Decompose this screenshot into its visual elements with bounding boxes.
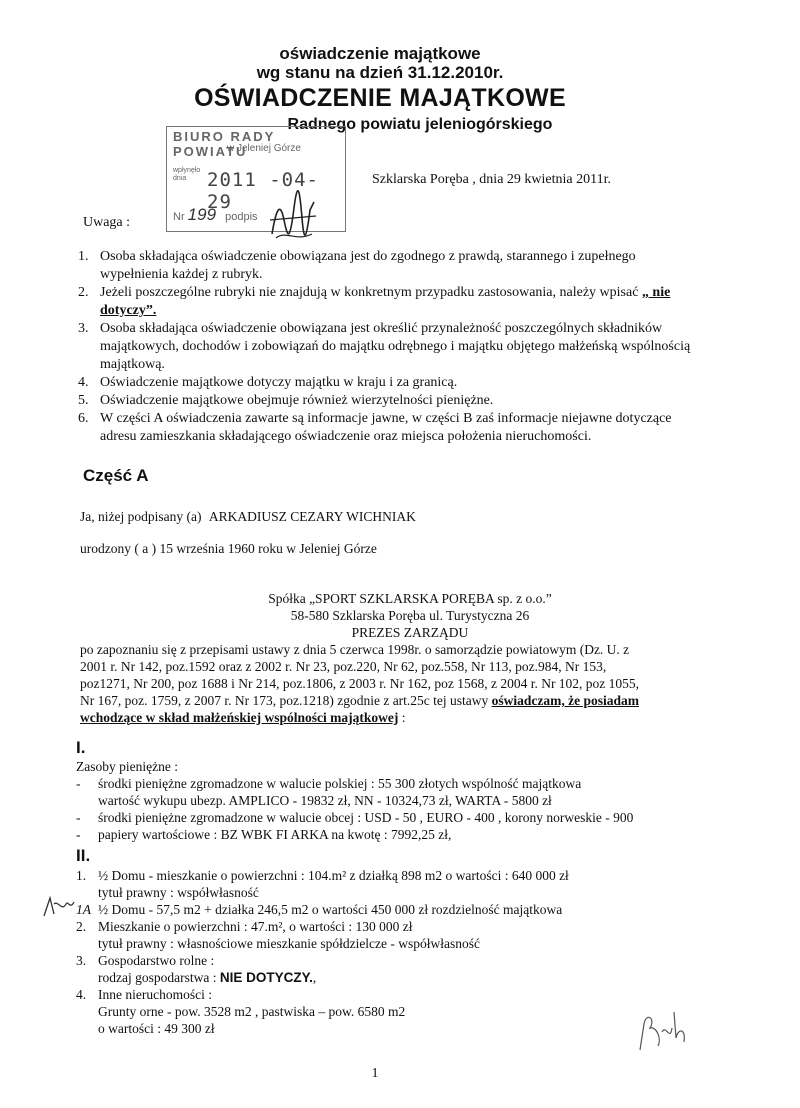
cash-foreign: - środki pieniężne zgromadzone w walucie obcej : USD - 50 , EURO - 400 , korony norweskie - 900 (76, 810, 634, 825)
declarant-birth: urodzony ( a ) 15 września 1960 roku w Jeleniej Górze (80, 541, 377, 556)
property-title: tytuł prawny : współwłasność (98, 885, 259, 900)
part-a-heading: Część A (83, 466, 149, 485)
rules-list (78, 248, 698, 446)
rule-item (78, 410, 698, 446)
legal-line: po zapoznaniu się z przepisami ustawy z dnia 5 czerwca 1998r. o samorządzie powiatowym (Dz. U. z (80, 642, 630, 657)
stamp-date: 2011 -04- 29 (207, 169, 319, 213)
employer-address: 58-580 Szklarska Poręba ul. Turystyczna 26 (290, 608, 530, 623)
property-text: Gospodarstwo rolne : (98, 953, 215, 968)
rule-emphasis: „ nie dotyczy”. (100, 285, 671, 318)
place-date: Szklarska Poręba , dnia 29 kwietnia 2011r. (372, 172, 611, 187)
rule-text: Jeżeli poszczególne rubryki nie znajdują w konkretnym przypadku zastosowania, należy wpisać (100, 285, 639, 300)
stamp-nr-value: 199 (187, 205, 217, 224)
rule-item (78, 374, 698, 392)
rule-text: Oświadczenie majątkowe dotyczy majątku w kraju i za granicą. (100, 375, 458, 390)
stamp-city: w Jeleniej Górze (227, 143, 301, 154)
farm-type-value: NIE DOTYCZY. (219, 970, 313, 985)
header-line1: oświadczenie majątkowe (279, 44, 481, 63)
farm-type-end: , (312, 970, 317, 985)
property-text: Mieszkanie o powierzchni : 47.m², o wartości : 130 000 zł (98, 919, 413, 934)
legal-line: poz1271, Nr 200, poz 1688 i Nr 214, poz.1806, z 2003 r. Nr 162, poz 1568, z 2004 r. Nr 102, poz 1055, (80, 676, 640, 691)
property-number: 1. (76, 868, 87, 883)
declarant-line (80, 509, 416, 525)
rule-item (78, 248, 698, 284)
rule-item (78, 320, 698, 374)
property-text: ½ Domu - mieszkanie o powierzchni : 104.m² z działką 898 m2 o wartości : 640 000 zł (98, 868, 569, 883)
property-number: 1A (76, 902, 91, 917)
cash-pln: - środki pieniężne zgromadzone w walucie polskiej : 55 300 złotych wspólność majątkowa (76, 776, 582, 791)
farm-type (76, 969, 736, 986)
property-number: 2. (76, 919, 87, 934)
legal-paragraph (80, 641, 720, 726)
legal-declaration: oświadczam, że posiadam (491, 693, 640, 708)
legal-text: Nr 167, poz. 1759, z 2007 r. Nr 173, poz.1218) zgodnie z art.25c tej ustawy (80, 693, 489, 708)
property-item (76, 901, 736, 918)
property-item (76, 952, 736, 969)
handwritten-initials-left (40, 892, 80, 922)
property-item (76, 867, 736, 884)
property-item (76, 918, 736, 935)
rule-number: 2. (78, 285, 89, 300)
legal-line (80, 692, 720, 709)
rule-text: Oświadczenie majątkowe obejmuje również wierzytelności pieniężne. (100, 393, 494, 408)
stamp-nr-label: Nr (173, 211, 185, 223)
stamp-number-row (173, 205, 258, 225)
property-text: Inne nieruchomości : (98, 987, 212, 1002)
rule-text: Osoba składająca oświadczenie obowiązana jest do zgodnego z prawdą, starannego i zupełnego wypełnienia każdej z rubryk. (100, 249, 636, 282)
document-title: OŚWIADCZENIE MAJĄTKOWE (194, 84, 566, 112)
rule-text-wrap (100, 284, 698, 320)
rule-number: 6. (78, 411, 89, 426)
section-2-numeral: II. (76, 846, 91, 865)
employer-block (200, 590, 620, 641)
securities: - papiery wartościowe : BZ WBK FI ARKA na kwotę : 7992,25 zł, (76, 827, 452, 842)
rule-text: W części A oświadczenia zawarte są informacje jawne, w części B zaś informacje niejawne dotyczące adresu zamieszkania składającego oświadczenie oraz miejsca położenia nieruchomości. (100, 411, 672, 444)
rule-text: Osoba składająca oświadczenie obowiązana jest określić przynależność poszczególnych składników majątkowych, dochodów i zobowiązań do majątku odrębnego i majątku objętego małżeńską wspólnością majątkową. (100, 321, 691, 372)
rule-item (78, 392, 698, 410)
stamp-office: BIURO RADY POWIATU (173, 129, 276, 159)
declarant-name: ARKADIUSZ CEZARY WICHNIAK (208, 509, 416, 524)
farm-type-label: rodzaj gospodarstwa : (98, 970, 217, 985)
section-1-label: Zasoby pieniężne : (76, 759, 178, 774)
legal-declaration-cont: wchodzące w skład małżeńskiej wspólności majątkowej (80, 710, 399, 725)
rule-number: 4. (78, 375, 89, 390)
legal-line (80, 709, 720, 726)
page-number: 1 (371, 1066, 379, 1081)
stamp-sign-label: podpis (225, 211, 258, 223)
rule-number: 3. (78, 321, 89, 336)
header-line2: wg stanu na dzień 31.12.2010r. (256, 63, 504, 82)
property-number: 3. (76, 953, 87, 968)
rule-number: 5. (78, 393, 89, 408)
declarant-prefix: Ja, niżej podpisany (a) (80, 509, 202, 524)
employer-position: PREZES ZARZĄDU (351, 625, 469, 640)
land-value: o wartości : 49 300 zł (98, 1021, 215, 1036)
cash-pln-text: środki pieniężne zgromadzone w walucie polskiej : 55 300 złotych wspólność majątkowa (98, 776, 582, 791)
property-number: 4. (76, 987, 87, 1002)
section-1 (76, 758, 736, 843)
securities-text: papiery wartościowe : BZ WBK FI ARKA na kwotę : 7992,25 zł, (98, 827, 452, 842)
uwaga-label: Uwaga : (83, 215, 131, 230)
cash-foreign-text: środki pieniężne zgromadzone w walucie obcej : USD - 50 , EURO - 400 , korony norweskie - 900 (98, 810, 634, 825)
legal-line: 2001 r. Nr 142, poz.1592 oraz z 2002 r. Nr 23, poz.220, Nr 62, poz.558, Nr 113, poz.984, Nr 153, (80, 659, 607, 674)
stamp-received-label: wpłynęło dnia (173, 167, 201, 182)
legal-end: : (398, 710, 406, 725)
section-1-numeral: I. (76, 738, 86, 757)
property-text: ½ Domu - 57,5 m2 + działka 246,5 m2 o wartości 450 000 zł rozdzielność majątkowa (98, 902, 563, 917)
document-subtitle: Radnego powiatu jeleniogórskiego (287, 116, 553, 133)
rule-number: 1. (78, 249, 89, 264)
insurance-value: wartość wykupu ubezp. AMPLICO - 19832 zł, NN - 10324,73 zł, WARTA - 5800 zł (98, 793, 552, 808)
handwritten-initials-right (632, 998, 692, 1058)
employer-name: Spółka „SPORT SZKLARSKA PORĘBA sp. z o.o.” (268, 591, 552, 606)
property-title: tytuł prawny : własnościowe mieszkanie spółdzielcze - współwłasność (98, 936, 481, 951)
rule-item (78, 284, 698, 320)
handwritten-signature (266, 190, 320, 246)
land-area: Grunty orne - pow. 3528 m2 , pastwiska – pow. 6580 m2 (98, 1004, 406, 1019)
